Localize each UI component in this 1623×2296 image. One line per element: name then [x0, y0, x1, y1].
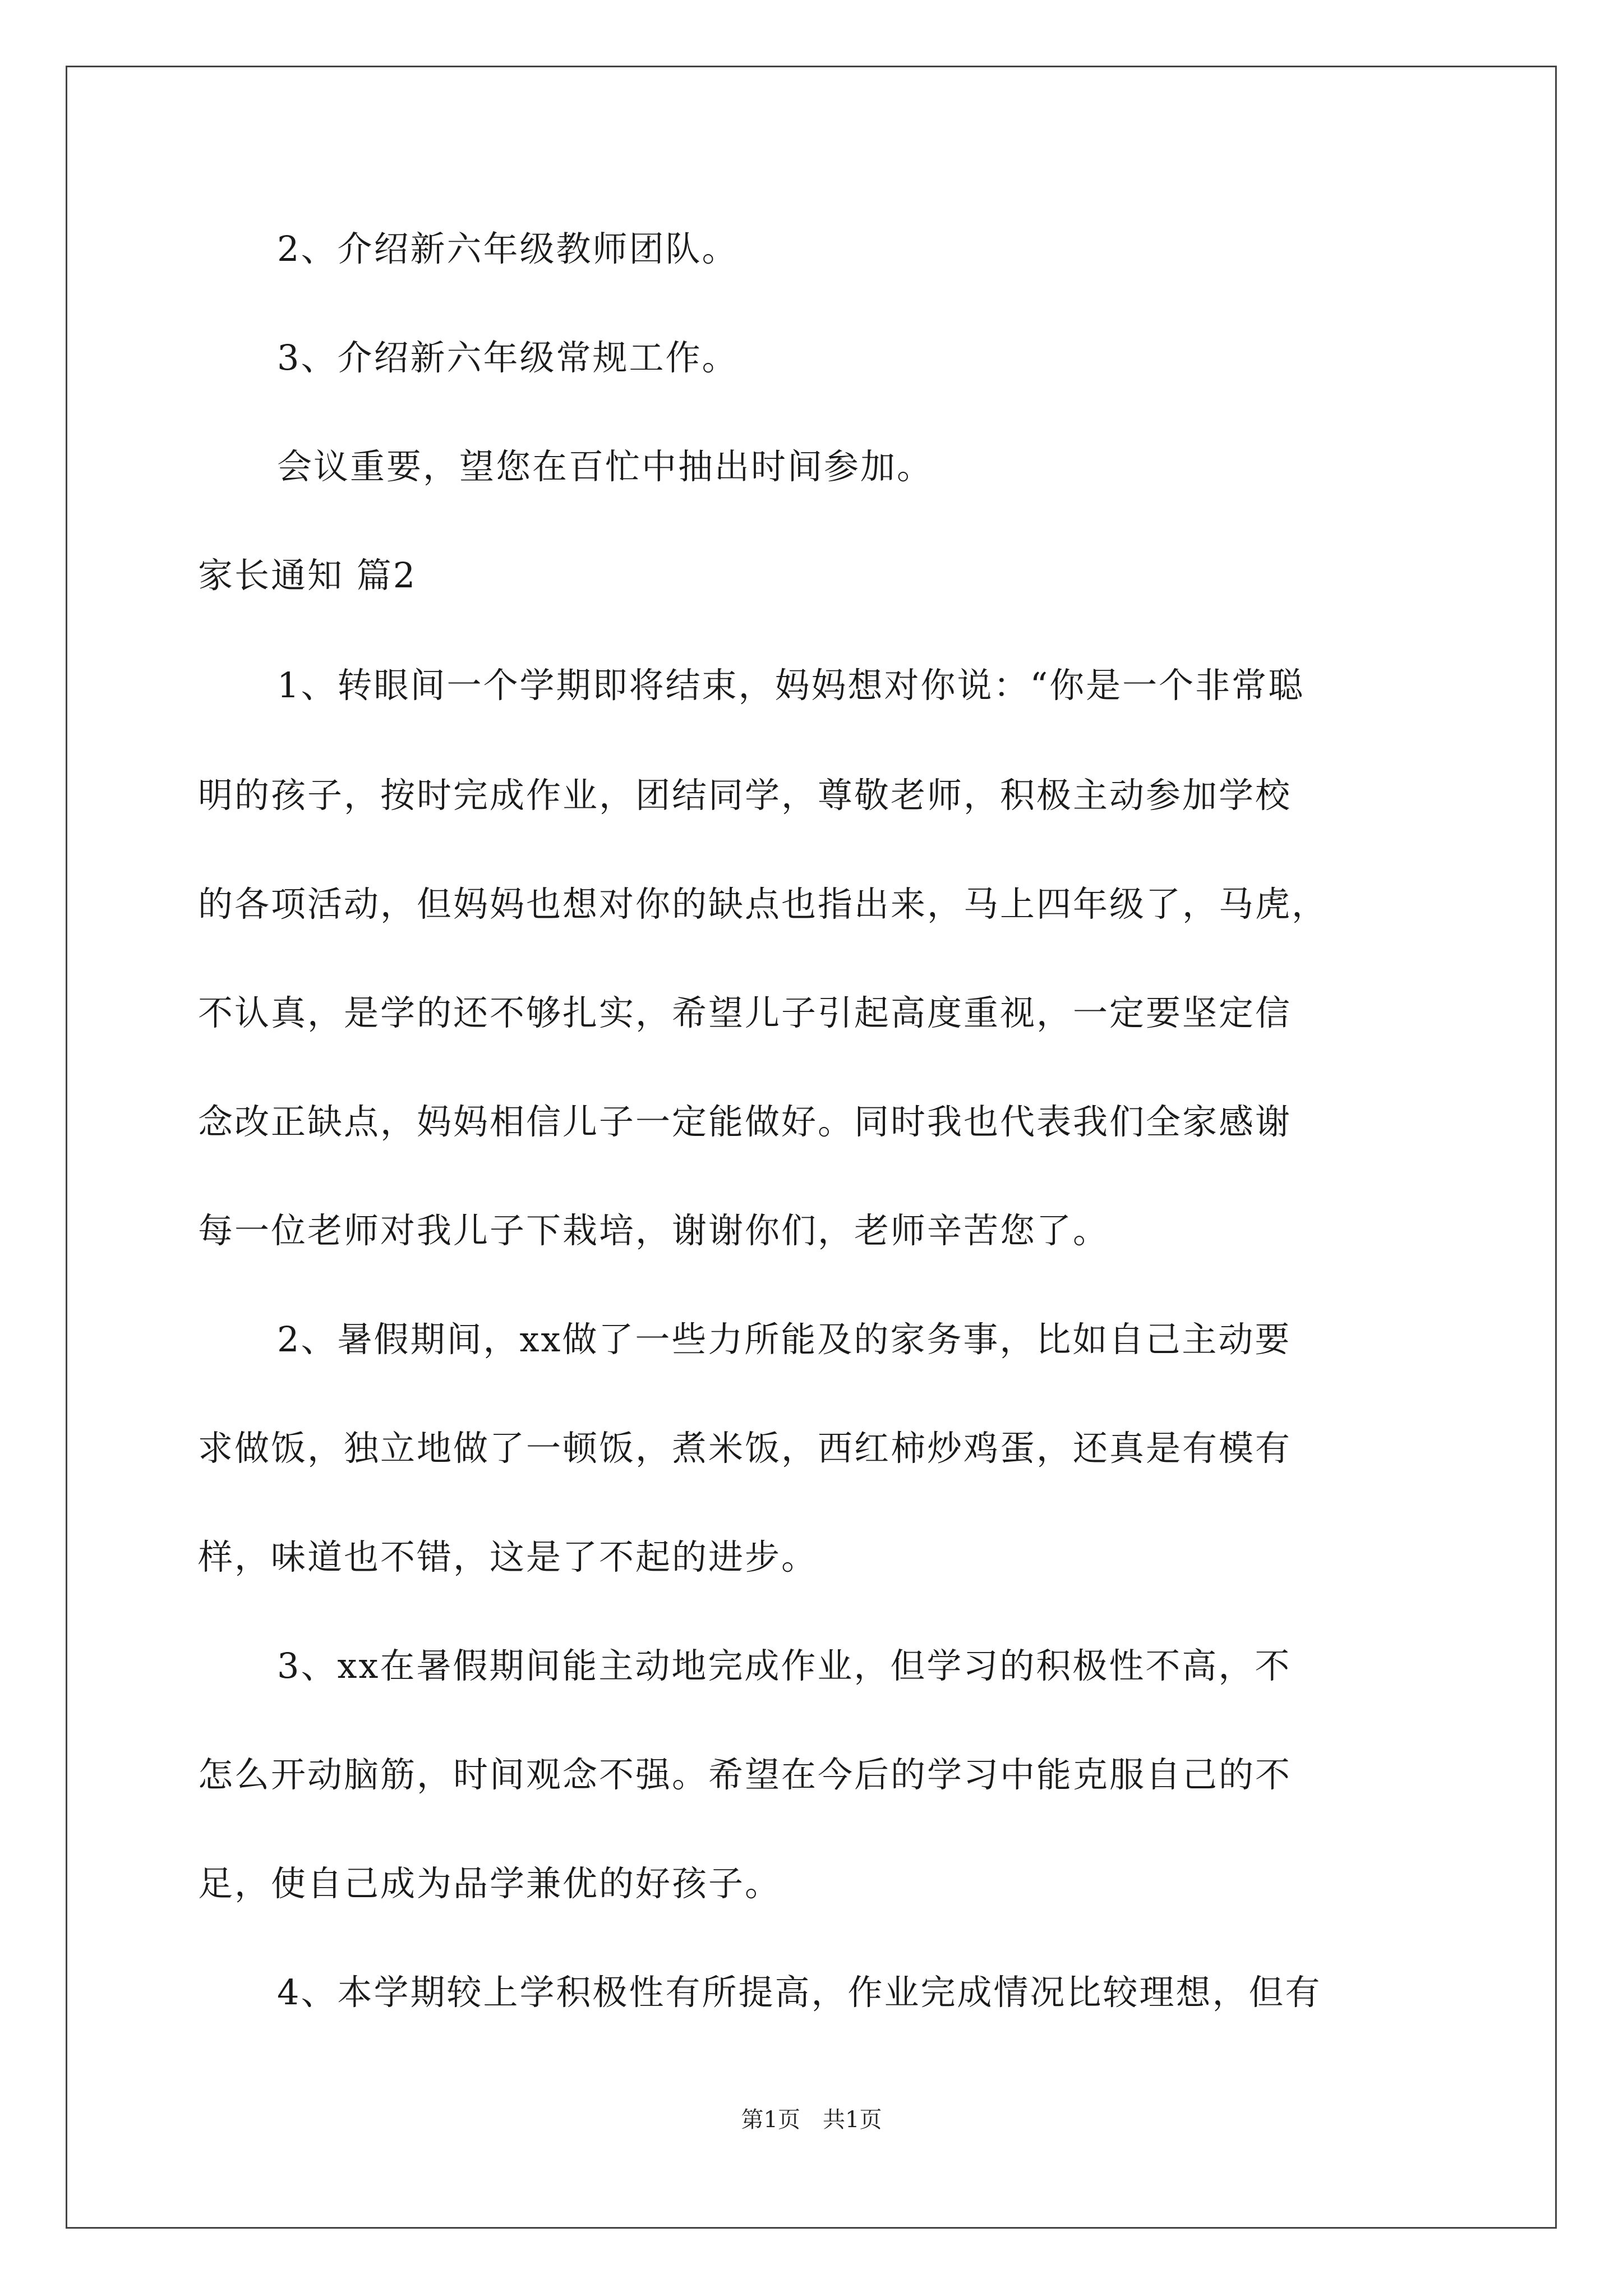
paragraph-line: 的各项活动，但妈妈也想对你的缺点也指出来，马上四年级了，马虎，	[198, 884, 1329, 924]
paragraph-line: 足，使自己成为品学兼优的好孩子。	[198, 1863, 782, 1904]
paragraph-line: 会议重要，望您在百忙中抽出时间参加。	[277, 446, 934, 487]
list-item: 2、介绍新六年级教师团队。	[277, 228, 739, 269]
page-footer: 第1页 共1页	[741, 2107, 882, 2133]
paragraph-line: 每一位老师对我儿子下栽培，谢谢你们，老师辛苦您了。	[198, 1210, 1110, 1251]
paragraph-line: 不认真，是学的还不够扎实，希望儿子引起高度重视，一定要坚定信	[198, 992, 1292, 1033]
list-item: 3、介绍新六年级常规工作。	[277, 337, 739, 378]
paragraph-line: 念改正缺点，妈妈相信儿子一定能做好。同时我也代表我们全家感谢	[198, 1101, 1292, 1142]
paragraph-line: 怎么开动脑筋，时间观念不强。希望在今后的学习中能克服自己的不	[198, 1754, 1292, 1795]
paragraph-line: 4、本学期较上学积极性有所提高，作业完成情况比较理想，但有	[277, 1972, 1322, 2013]
paragraph-line: 1、转眼间一个学期即将结束，妈妈想对你说：“你是一个非常聪	[277, 665, 1305, 706]
section-heading: 家长通知 篇2	[198, 555, 417, 596]
paragraph-line: 3、xx在暑假期间能主动地完成作业，但学习的积极性不高，不	[277, 1645, 1292, 1686]
paragraph-line: 明的孩子，按时完成作业，团结同学，尊敬老师，积极主动参加学校	[198, 775, 1292, 816]
paragraph-line: 样，味道也不错，这是了不起的进步。	[198, 1536, 818, 1577]
paragraph-line: 求做饭，独立地做了一顿饭，煮米饭，西红柿炒鸡蛋，还真是有模有	[198, 1428, 1292, 1469]
paragraph-line: 2、暑假期间，xx做了一些力所能及的家务事，比如自己主动要	[277, 1319, 1292, 1360]
